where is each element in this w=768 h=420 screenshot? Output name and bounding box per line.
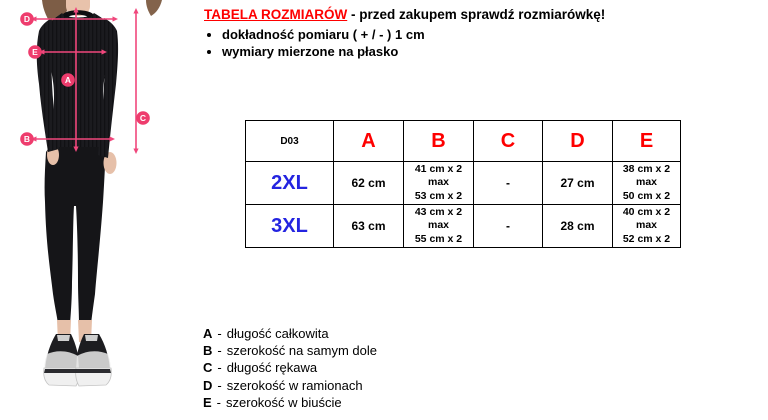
- legend-item-d: [203, 377, 377, 394]
- cell-2xl-a: 62 cm: [334, 162, 404, 205]
- cell-2xl-d: 27 cm: [543, 162, 613, 205]
- column-header-e: E: [613, 121, 681, 162]
- legend-separator: -: [217, 343, 222, 359]
- model-sweater: [37, 10, 118, 158]
- cell-line: 52 cm x 2: [622, 232, 671, 245]
- page-title: [204, 7, 605, 22]
- marker-b-letter: B: [23, 134, 31, 144]
- legend-separator: -: [217, 360, 222, 376]
- cell-line: 38 cm x 2: [622, 162, 671, 175]
- legend-separator: -: [217, 377, 222, 393]
- legend-item-a: [203, 325, 377, 342]
- model-leggings: [45, 143, 106, 324]
- cell-line: max: [427, 176, 449, 189]
- legend-letter: A: [203, 326, 213, 341]
- info-bullets: [209, 26, 425, 60]
- model-hair-right: [146, 0, 162, 16]
- table-row-3xl: [246, 205, 681, 248]
- column-header-b: B: [404, 121, 474, 162]
- cell-line: 55 cm x 2: [414, 232, 463, 245]
- legend-text: długość rękawa: [226, 360, 318, 376]
- bullet-measurement-accuracy: • dokładność pomiaru ( + / - ) 1 cm: [222, 26, 425, 43]
- size-label-3xl: 3XL: [246, 205, 334, 248]
- legend-item-b: [203, 342, 377, 359]
- cell-line: 50 cm x 2: [622, 189, 671, 202]
- column-header-a: A: [334, 121, 404, 162]
- page-title-rest: - przed zakupem sprawdź rozmiarówkę!: [347, 7, 606, 22]
- cell-line: max: [635, 176, 657, 189]
- cell-2xl-e: [613, 162, 681, 205]
- legend-letter: C: [203, 360, 213, 376]
- cell-line: max: [635, 219, 657, 232]
- cell-line: 40 cm x 2: [622, 205, 671, 218]
- cell-line: max: [427, 219, 449, 232]
- bullet-flat-measurement: • wymiary mierzone na płasko: [222, 43, 425, 60]
- model-photo: [0, 0, 195, 420]
- page-title-highlight: TABELA ROZMIARÓW: [204, 7, 348, 22]
- product-code: D03: [246, 121, 334, 162]
- cell-line: 53 cm x 2: [414, 189, 463, 202]
- cell-3xl-a: 63 cm: [334, 205, 404, 248]
- legend-text: szerokość na samym dole: [226, 343, 378, 359]
- marker-c-letter: C: [139, 113, 147, 123]
- marker-a-letter: A: [64, 75, 72, 85]
- size-table-header-row: [246, 121, 681, 162]
- legend-text: długość całkowita: [226, 326, 329, 341]
- cell-line: 43 cm x 2: [414, 205, 463, 218]
- cell-2xl-c: -: [474, 162, 543, 205]
- marker-d-letter: D: [23, 14, 31, 24]
- measurement-legend: [203, 325, 377, 411]
- table-row-2xl: [246, 162, 681, 205]
- legend-letter: E: [203, 394, 212, 410]
- legend-separator: -: [216, 394, 222, 410]
- cell-3xl-d: 28 cm: [543, 205, 613, 248]
- legend-letter: B: [203, 343, 213, 359]
- cell-line: 41 cm x 2: [414, 162, 463, 175]
- size-table: [245, 120, 681, 248]
- column-header-d: D: [543, 121, 613, 162]
- size-label-2xl: 2XL: [246, 162, 334, 205]
- cell-3xl-c: -: [474, 205, 543, 248]
- cell-2xl-b: [404, 162, 474, 205]
- model-sneakers: [44, 334, 112, 386]
- marker-e-letter: E: [32, 47, 38, 57]
- legend-separator: -: [217, 326, 222, 341]
- legend-text: szerokość w biuście: [226, 394, 342, 410]
- legend-text: szerokość w ramionach: [226, 377, 363, 393]
- column-header-c: C: [474, 121, 543, 162]
- model-figure: [0, 0, 195, 420]
- legend-item-c: [203, 359, 377, 376]
- legend-item-e: [203, 394, 377, 411]
- cell-3xl-e: [613, 205, 681, 248]
- cell-3xl-b: [404, 205, 474, 248]
- legend-letter: D: [203, 377, 213, 393]
